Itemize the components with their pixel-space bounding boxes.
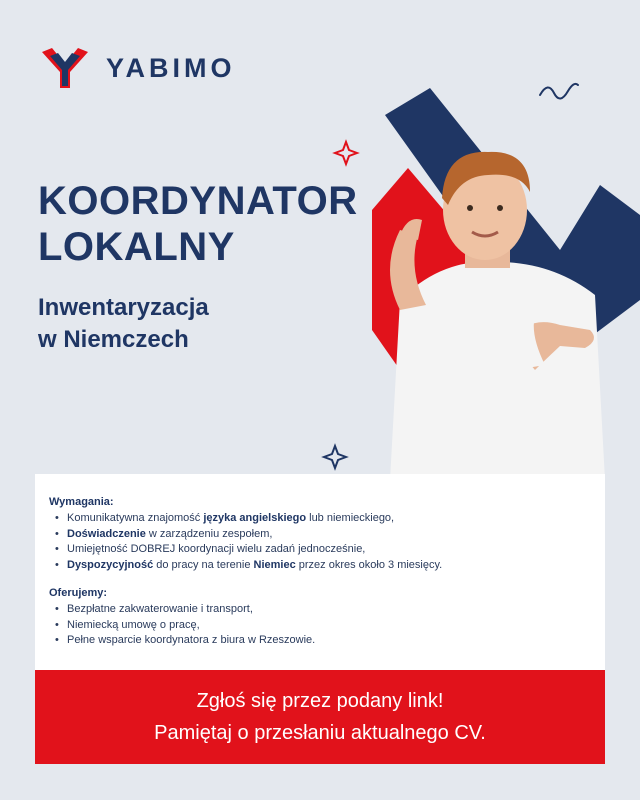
job-subtitle-line2: w Niemczech bbox=[38, 326, 189, 353]
job-subtitle-line1: Inwentaryzacja bbox=[38, 294, 209, 321]
offer-list bbox=[55, 602, 591, 649]
offer-item: • Bezpłatne zakwaterowanie i transport, bbox=[55, 602, 591, 618]
brand-name: YABIMO bbox=[106, 52, 236, 83]
tshirt-shape bbox=[390, 262, 605, 480]
info-card bbox=[35, 474, 605, 670]
brand-logo bbox=[40, 46, 236, 90]
job-subtitle bbox=[38, 292, 358, 356]
requirement-item: • Doświadczenie w zarządzeniu zespołem, bbox=[55, 527, 591, 543]
cta-line1: Zgłoś się przez podany link! bbox=[196, 690, 444, 712]
requirements-heading: Wymagania: bbox=[49, 496, 114, 508]
cta-line2: Pamiętaj o przesłaniu aktualnego CV. bbox=[154, 722, 486, 744]
raised-arm-shape bbox=[390, 230, 426, 310]
job-title bbox=[38, 178, 358, 270]
squiggle-decoration bbox=[540, 84, 578, 99]
yabimo-logo-icon bbox=[40, 46, 90, 90]
offer-item: • Niemiecką umowę o pracę, bbox=[55, 618, 591, 634]
job-title-line1: KOORDYNATOR bbox=[38, 179, 358, 223]
requirements-list bbox=[55, 511, 591, 573]
requirement-item: • Dyspozycyjność do pracy na terenie Niemiec przez okres około 3 miesięcy. bbox=[55, 558, 591, 574]
person-photo bbox=[360, 120, 620, 480]
offer-item: • Pełne wsparcie koordynatora z biura w Rzeszowie. bbox=[55, 633, 591, 649]
job-title-line2: LOKALNY bbox=[38, 225, 235, 269]
offer-heading: Oferujemy: bbox=[49, 587, 108, 599]
headline-block bbox=[38, 178, 358, 356]
navy-sparkle-icon bbox=[324, 446, 346, 468]
requirement-item: • Umiejętność DOBREJ koordynacji wielu zadań jednocześnie, bbox=[55, 542, 591, 558]
red-sparkle-icon bbox=[335, 142, 357, 164]
call-to-action-banner bbox=[35, 670, 605, 764]
requirement-item: • Komunikatywna znajomość języka angielskiego lub niemieckiego, bbox=[55, 511, 591, 527]
